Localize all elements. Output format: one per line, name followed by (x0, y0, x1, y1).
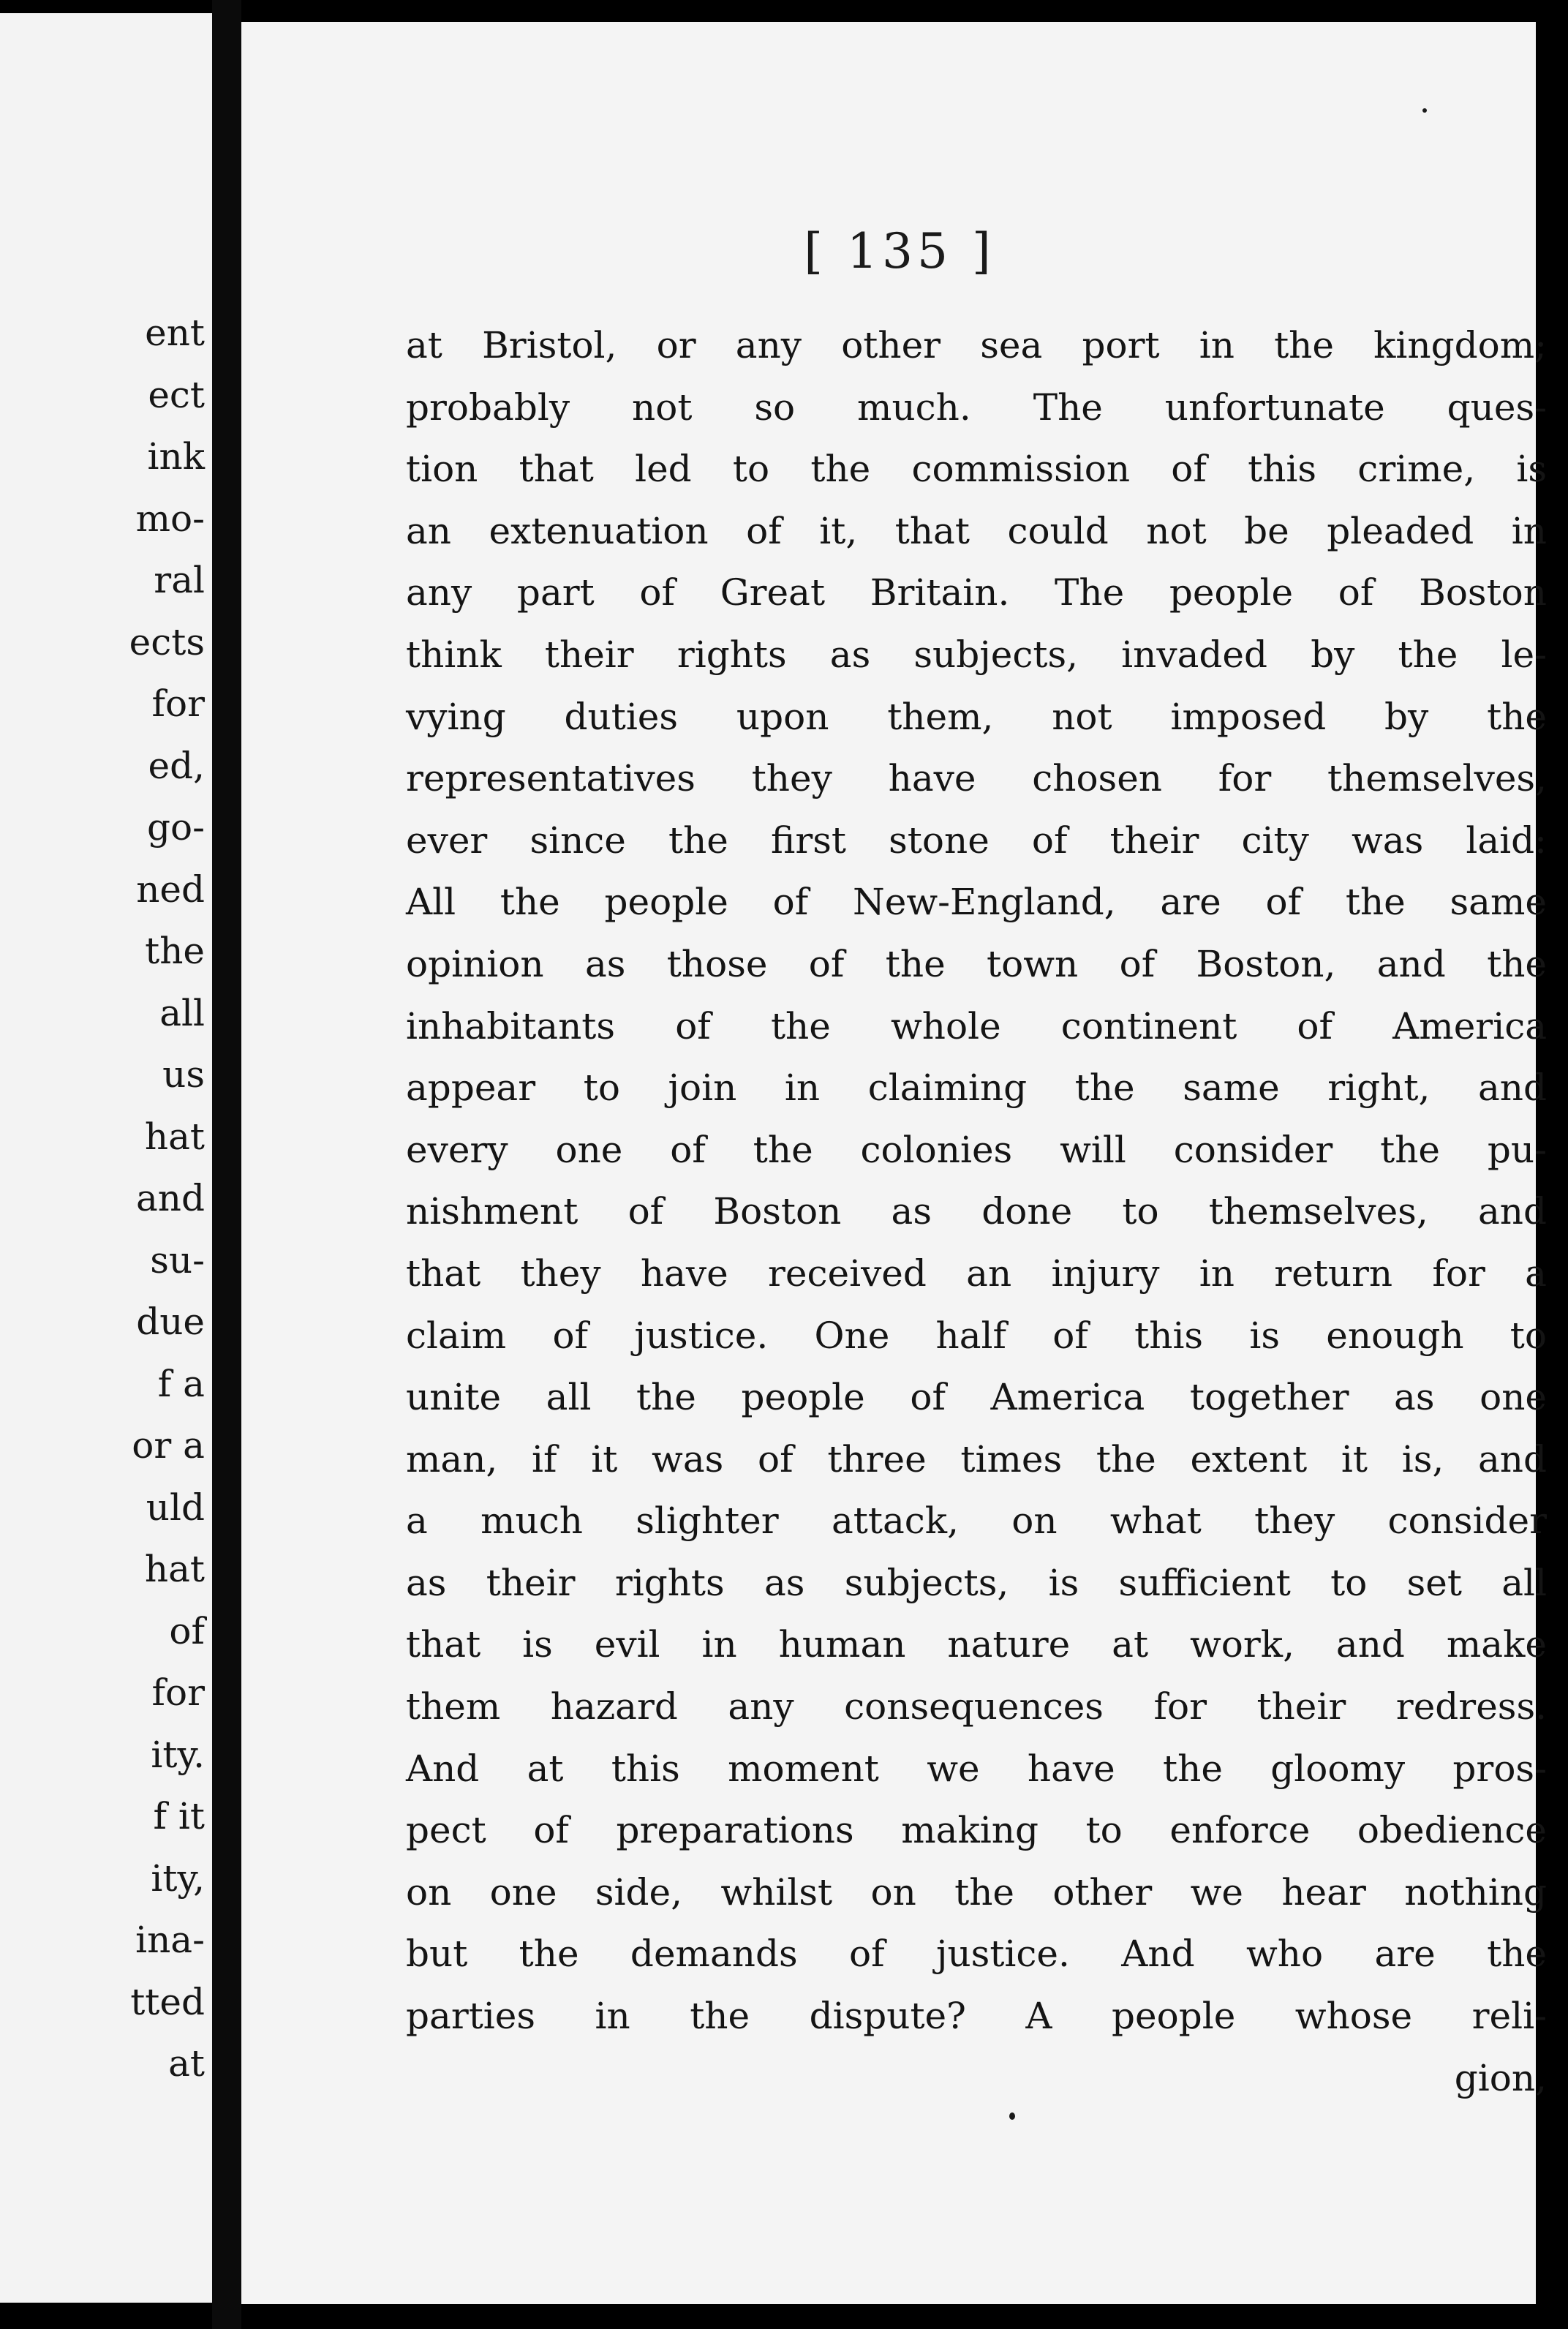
text-line: appear to join in claiming the same right, and (406, 1066, 1547, 1110)
left-fragment: all (159, 991, 205, 1034)
left-fragment: ity, (151, 1856, 205, 1900)
left-fragment: ral (154, 559, 205, 601)
text-line: parties in the dispute? A people whose reli- (406, 1995, 1547, 2038)
left-page (0, 13, 212, 2303)
left-fragment: ects (129, 620, 205, 663)
left-fragment: ed, (148, 744, 205, 787)
left-fragment: go- (146, 806, 205, 849)
ink-speck (1009, 2112, 1015, 2120)
left-fragment: the (145, 930, 205, 972)
left-fragment: tted (130, 1980, 205, 2023)
left-fragment: for (151, 682, 205, 725)
left-fragment: mo- (135, 497, 205, 540)
text-line: vying duties upon them, not imposed by the (406, 695, 1547, 738)
text-line: that they have received an injury in return for a (406, 1252, 1547, 1295)
catchword: gion, (1454, 2056, 1547, 2099)
text-line: tion that led to the commission of this crime, is (406, 448, 1547, 491)
left-fragment: ink (147, 435, 205, 478)
left-fragment: hat (144, 1548, 205, 1590)
left-fragment: ity. (151, 1733, 205, 1776)
text-line: them hazard any consequences for their redress. (406, 1685, 1547, 1728)
left-fragment: at (168, 2042, 205, 2085)
text-line: that is evil in human nature at work, and make (406, 1623, 1547, 1666)
left-fragment: hat (144, 1115, 205, 1158)
ink-speck (1422, 108, 1427, 113)
left-fragment: f it (153, 1795, 205, 1837)
right-page (241, 22, 1547, 2304)
book-gutter (212, 0, 241, 2329)
text-line: every one of the colonies will consider the pu- (406, 1128, 1547, 1171)
text-line: but the demands of justice. And who are the (406, 1933, 1547, 1976)
left-fragment: and (135, 1177, 205, 1219)
left-fragment: or a (132, 1424, 205, 1467)
page-number: [ 135 ] (804, 223, 995, 279)
text-line: man, if it was of three times the extent it is, and (406, 1437, 1547, 1480)
left-fragment: ect (148, 373, 205, 416)
text-line: And at this moment we have the gloomy pros- (406, 1747, 1547, 1790)
text-line: a much slighter attack, on what they consider (406, 1500, 1547, 1543)
left-fragment: due (136, 1301, 205, 1343)
left-fragment: ina- (135, 1919, 205, 1961)
text-line: at Bristol, or any other sea port in the kingdom; (406, 324, 1547, 366)
text-line: probably not so much. The unfortunate ques- (406, 385, 1547, 429)
left-fragment: su- (150, 1238, 205, 1282)
left-fragment: ned (136, 868, 205, 911)
text-line: representatives they have chosen for themselves, (406, 757, 1547, 800)
left-fragment: f a (157, 1362, 205, 1405)
left-page-text-fragments (129, 302, 205, 2095)
text-line: any part of Great Britain. The people of Boston (406, 571, 1547, 614)
text-line: think their rights as subjects, invaded by the le- (406, 633, 1547, 676)
text-line: on one side, whilst on the other we hear nothing (406, 1870, 1547, 1914)
left-fragment: uld (146, 1486, 205, 1529)
text-line: inhabitants of the whole continent of America (406, 1004, 1547, 1047)
text-line: an extenuation of it, that could not be pleaded in (406, 509, 1547, 552)
text-line: unite all the people of America together as one (406, 1376, 1547, 1419)
left-fragment: us (162, 1053, 205, 1096)
text-line: pect of preparations making to enforce obedience (406, 1809, 1547, 1852)
left-fragment: for (151, 1671, 205, 1714)
text-line: opinion as those of the town of Boston, and the (406, 942, 1547, 985)
text-line: as their rights as subjects, is sufficient to set all (406, 1561, 1547, 1604)
left-fragment: of (169, 1609, 205, 1652)
body-text (406, 315, 1547, 2109)
text-line: All the people of New-England, are of the same (406, 881, 1547, 924)
text-line: ever since the first stone of their city was laid: (406, 819, 1547, 862)
text-line: claim of justice. One half of this is enough to (406, 1314, 1547, 1357)
left-fragment: ent (145, 312, 205, 354)
text-line: nishment of Boston as done to themselves, and (406, 1190, 1547, 1233)
